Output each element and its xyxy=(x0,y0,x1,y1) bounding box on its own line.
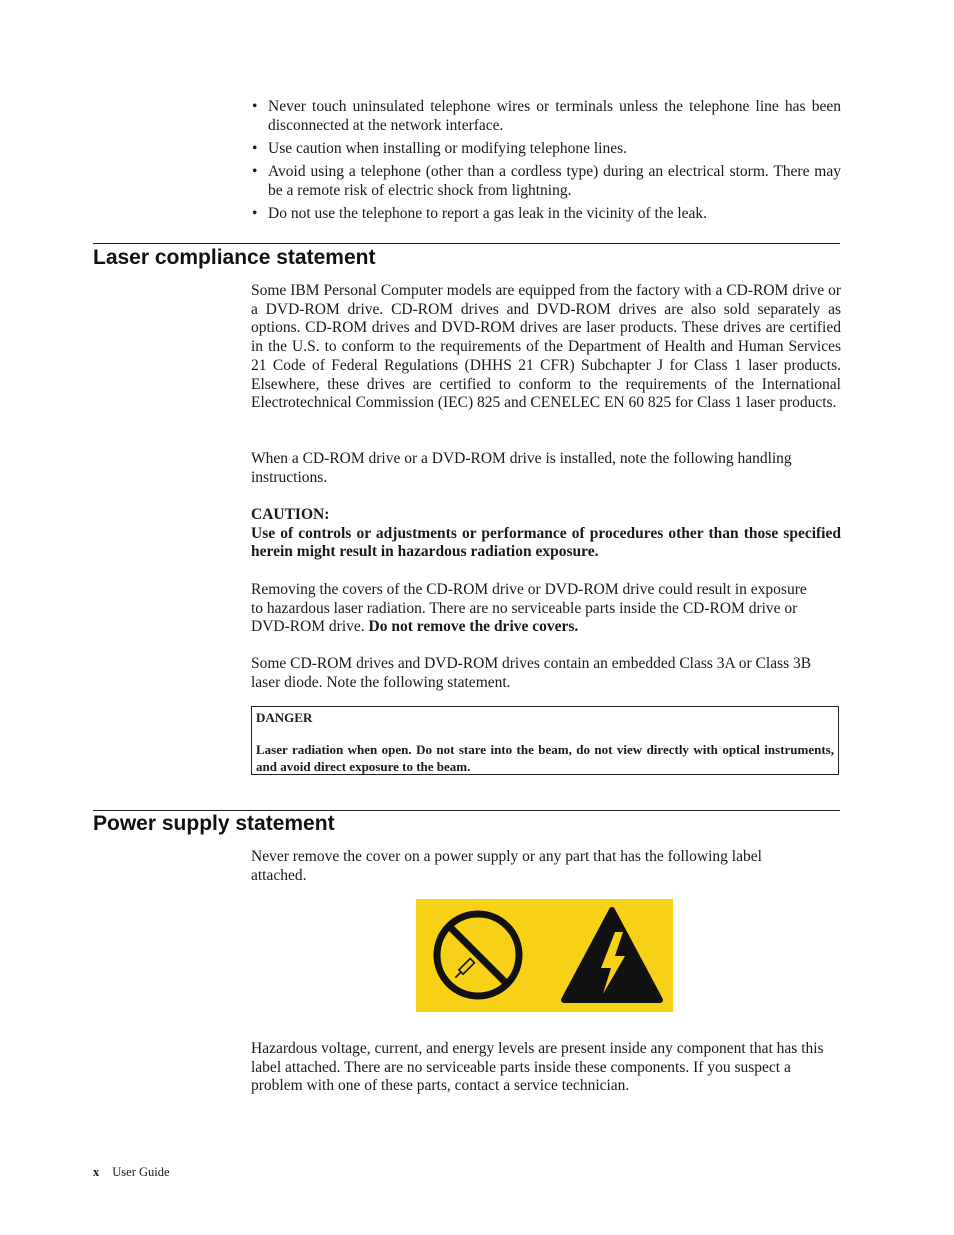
footer-title: User Guide xyxy=(112,1165,170,1179)
list-item-text: Do not use the telephone to report a gas leak in the vicinity of the leak. xyxy=(268,204,708,222)
list-item xyxy=(251,98,841,135)
laser-paragraph-3-text: Removing the covers of the CD-ROM drive or DVD-ROM drive could result in exposure to hazardous laser radiation. There are no serviceable parts inside the CD-ROM drive or DVD-ROM drive. xyxy=(251,581,807,636)
list-item-text: Use caution when installing or modifying telephone lines. xyxy=(268,139,628,157)
caution-text: Use of controls or adjustments or performance of procedures other than those specified herein might result in hazardous radiation exposure. xyxy=(251,524,841,561)
laser-paragraph-2: When a CD-ROM drive or a DVD-ROM drive is installed, note the following handling instructions. xyxy=(251,450,792,486)
list-item-text: Avoid using a telephone (other than a cordless type) during an electrical storm. There may be a remote risk of electric shock from lightning. xyxy=(268,162,841,199)
laser-paragraph-4: Some CD-ROM drives and DVD-ROM drives contain an embedded Class 3A or Class 3B laser diode. Note the following statement. xyxy=(251,655,812,691)
caution-label: CAUTION: xyxy=(251,506,330,523)
list-item xyxy=(251,205,841,224)
power-paragraph-2: Hazardous voltage, current, and energy levels are present inside any component that has this label attached. There are no serviceable parts inside these components. If you suspect a problem with one of these parts, contact a service technician. xyxy=(251,1040,824,1095)
danger-title: DANGER xyxy=(256,710,313,725)
laser-paragraph-1: Some IBM Personal Computer models are equipped from the factory with a CD-ROM drive or a DVD-ROM drive. CD-ROM drives and DVD-ROM drives are also sold separately as options. CD-ROM drives and DVD-ROM drives are laser products. These drives are certified in the U.S. to conform to the requirements of the Department of Health and Human Services 21 Code of Federal Regulations (DHHS 21 CFR) Subchapter J for Class 1 laser products. Elsewhere, these drives are certified to conform to the requirements of the International Electrotechnical Commission (IEC) 825 and CENELEC EN 60 825 for Class 1 laser products. xyxy=(251,282,841,412)
caution-notice xyxy=(251,506,841,562)
danger-text: Laser radiation when open. Do not stare into the beam, do not view directly with optical instruments, and avoid direct exposure to the beam. xyxy=(256,742,834,774)
bullet-glyph: • xyxy=(252,139,258,157)
list-item-text: Never touch uninsulated telephone wires or terminals unless the telephone line has been disconnected at the network interface. xyxy=(268,98,841,134)
list-item xyxy=(251,163,841,200)
power-paragraph-1: Never remove the cover on a power supply or any part that has the following label attached. xyxy=(251,848,762,884)
bullet-glyph: • xyxy=(252,162,258,180)
telephone-safety-list xyxy=(251,98,841,228)
laser-paragraph-3 xyxy=(251,581,816,637)
hazard-label-image xyxy=(416,899,673,1012)
danger-notice-box xyxy=(251,706,839,775)
section-divider xyxy=(93,810,840,811)
bullet-glyph: • xyxy=(252,204,258,222)
section-divider xyxy=(93,243,840,244)
page-footer xyxy=(93,1164,170,1180)
power-section-heading: Power supply statement xyxy=(93,812,335,835)
bullet-glyph: • xyxy=(252,98,258,115)
page-number: x xyxy=(93,1165,100,1179)
list-item xyxy=(251,140,841,159)
drive-covers-warning: Do not remove the drive covers. xyxy=(368,618,579,636)
laser-section-heading: Laser compliance statement xyxy=(93,246,376,269)
